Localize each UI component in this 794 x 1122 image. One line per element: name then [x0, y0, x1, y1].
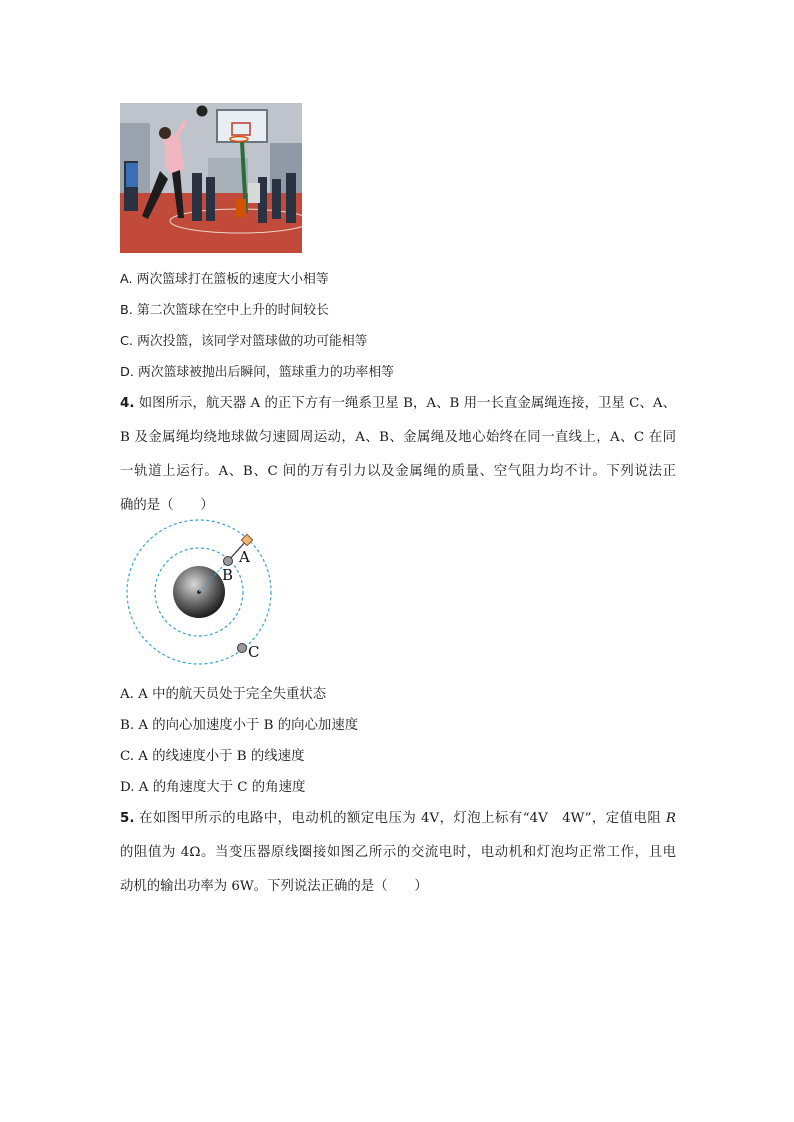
label-a: A: [239, 548, 250, 566]
q3-option-a: A. 两次篮球打在篮板的速度大小相等: [120, 272, 329, 287]
q4-stem-line-4: 确的是（ ）: [120, 498, 214, 513]
q4-stem-line-3: 一轨道上运行。A、B、C 间的万有引力以及金属绳的质量、空气阻力均不计。下列说法正: [120, 464, 676, 479]
q5-stem-line-1: [120, 809, 676, 843]
q5-stem-line-3: 动机的输出功率为 6W。下列说法正确的是（ ）: [120, 879, 428, 894]
q3-option-b: B. 第二次篮球在空中上升的时间较长: [120, 303, 329, 318]
q4-stem: [120, 394, 676, 530]
orbit-figure: [124, 516, 274, 668]
q5-var-r: R: [665, 811, 676, 826]
q4-text-1: 如图所示，航天器 A 的正下方有一绳系卫星 B，A、B 用一长直金属绳连接，卫星 C、A、: [138, 396, 677, 411]
satellite-c-icon: [238, 644, 247, 653]
q4-number: 4.: [120, 396, 135, 411]
q4-option-c: C. A 的线速度小于 B 的线速度: [120, 749, 305, 764]
satellite-b-icon: [224, 557, 233, 566]
label-b: B: [222, 566, 234, 584]
q3-option-c: C. 两次投篮，该同学对篮球做的功可能相等: [120, 334, 368, 349]
basketball-shot-photo: [120, 103, 302, 253]
q4-stem-line-2: B 及金属绳均绕地球做匀速圆周运动，A、B、金属绳及地心始终在同一直线上，A、C 在同: [120, 430, 676, 445]
q5-text-1: 在如图甲所示的电路中，电动机的额定电压为 4V，灯泡上标有“4V 4W”，定值电阻: [139, 811, 666, 826]
q4-option-b: B. A 的向心加速度小于 B 的向心加速度: [120, 718, 359, 733]
q4-option-d: D. A 的角速度大于 C 的角速度: [120, 780, 306, 795]
q5-stem-line-2: 的阻值为 4Ω。当变压器原线圈接如图乙所示的交流电时，电动机和灯泡均正常工作，且电: [120, 845, 676, 860]
q3-option-d: D. 两次篮球被抛出后瞬间，篮球重力的功率相等: [120, 365, 394, 380]
basketball-scene-icon: [120, 103, 302, 253]
q4-option-a: A. A 中的航天员处于完全失重状态: [120, 687, 327, 702]
q5-stem: [120, 809, 676, 911]
q4-stem-line-1: [120, 394, 676, 428]
q5-number: 5.: [120, 811, 135, 826]
label-c: C: [248, 643, 260, 661]
